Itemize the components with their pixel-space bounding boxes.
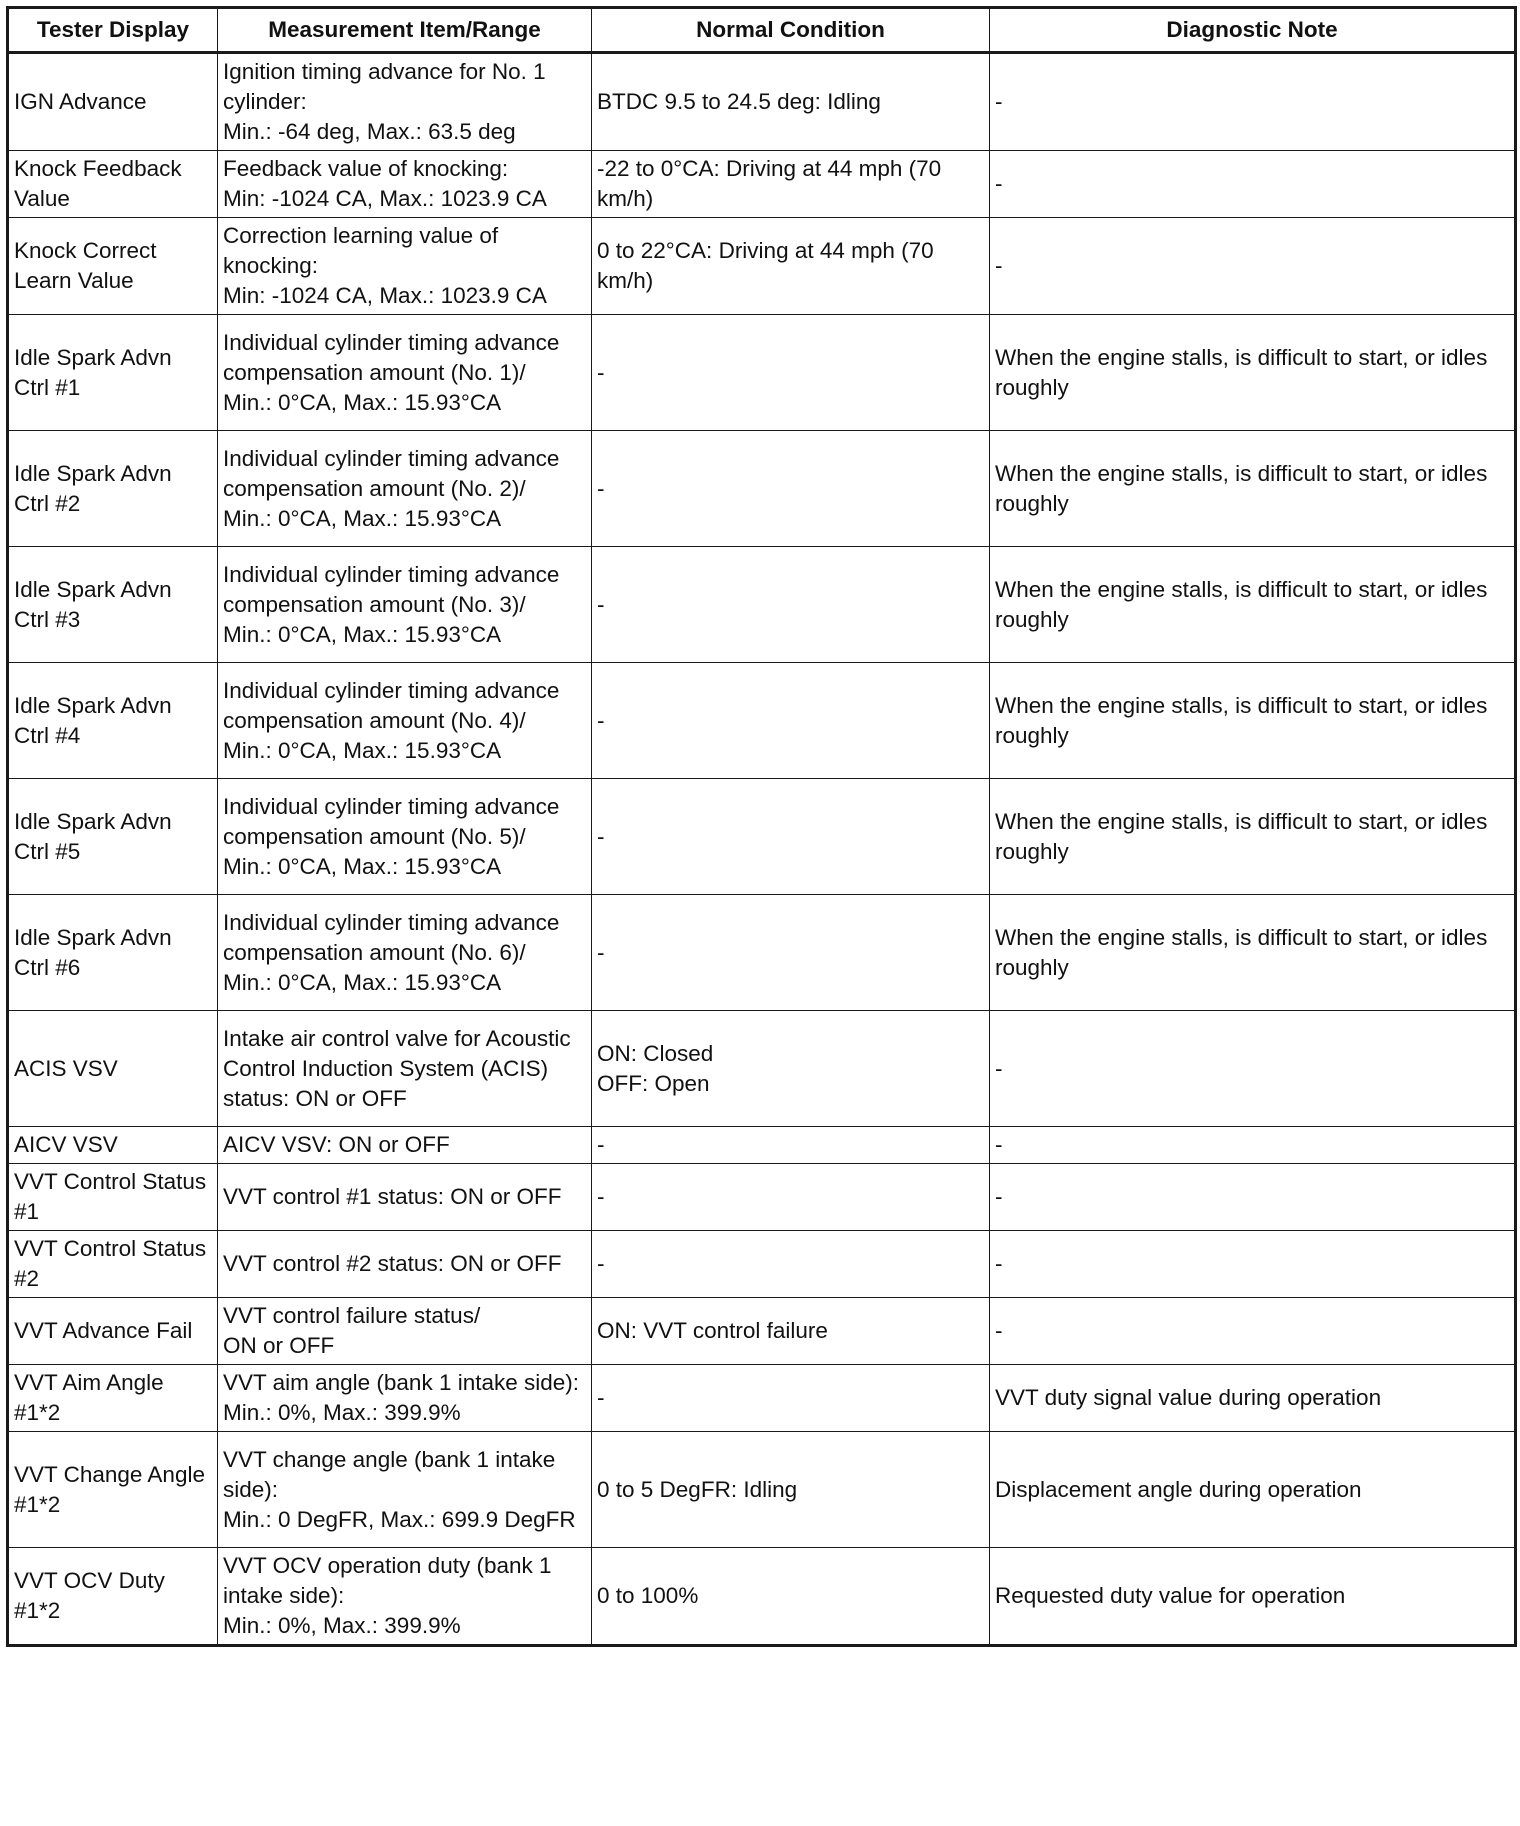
table-row — [8, 895, 1516, 1011]
cell-measurement: AICV VSV: ON or OFF — [218, 1127, 592, 1164]
cell-measurement: Individual cylinder timing advance compensation amount (No. 5)/ Min.: 0°CA, Max.: 15.93°CA — [218, 779, 592, 895]
cell-measurement: VVT OCV operation duty (bank 1 intake side): Min.: 0%, Max.: 399.9% — [218, 1548, 592, 1646]
cell-measurement: VVT aim angle (bank 1 intake side): Min.: 0%, Max.: 399.9% — [218, 1365, 592, 1432]
cell-tester-display: IGN Advance — [8, 53, 218, 151]
cell-diagnostic-note: When the engine stalls, is difficult to start, or idles roughly — [990, 547, 1516, 663]
cell-diagnostic-note: When the engine stalls, is difficult to start, or idles roughly — [990, 431, 1516, 547]
table-row — [8, 1127, 1516, 1164]
header-tester-display: Tester Display — [8, 8, 218, 53]
header-diagnostic-note: Diagnostic Note — [990, 8, 1516, 53]
cell-diagnostic-note: VVT duty signal value during operation — [990, 1365, 1516, 1432]
cell-diagnostic-note: - — [990, 1011, 1516, 1127]
cell-normal-condition: - — [592, 895, 990, 1011]
cell-measurement: Correction learning value of knocking: Min: -1024 CA, Max.: 1023.9 CA — [218, 218, 592, 315]
data-list-table — [6, 6, 1517, 1647]
cell-diagnostic-note: When the engine stalls, is difficult to start, or idles roughly — [990, 895, 1516, 1011]
cell-measurement: Individual cylinder timing advance compensation amount (No. 4)/ Min.: 0°CA, Max.: 15.93°CA — [218, 663, 592, 779]
cell-normal-condition: - — [592, 1231, 990, 1298]
cell-diagnostic-note: Requested duty value for operation — [990, 1548, 1516, 1646]
cell-tester-display: VVT Control Status #1 — [8, 1164, 218, 1231]
cell-diagnostic-note: - — [990, 53, 1516, 151]
cell-normal-condition: - — [592, 431, 990, 547]
cell-diagnostic-note: - — [990, 1164, 1516, 1231]
cell-normal-condition: - — [592, 1164, 990, 1231]
table-row — [8, 1432, 1516, 1548]
cell-diagnostic-note: - — [990, 1298, 1516, 1365]
cell-diagnostic-note: When the engine stalls, is difficult to start, or idles roughly — [990, 779, 1516, 895]
cell-tester-display: Idle Spark Advn Ctrl #6 — [8, 895, 218, 1011]
cell-measurement: VVT control #2 status: ON or OFF — [218, 1231, 592, 1298]
cell-normal-condition: 0 to 5 DegFR: Idling — [592, 1432, 990, 1548]
cell-normal-condition: - — [592, 1127, 990, 1164]
cell-tester-display: AICV VSV — [8, 1127, 218, 1164]
cell-tester-display: Idle Spark Advn Ctrl #3 — [8, 547, 218, 663]
cell-tester-display: Idle Spark Advn Ctrl #1 — [8, 315, 218, 431]
table-row — [8, 1365, 1516, 1432]
cell-tester-display: VVT Change Angle #1*2 — [8, 1432, 218, 1548]
cell-measurement: VVT control #1 status: ON or OFF — [218, 1164, 592, 1231]
table-row — [8, 431, 1516, 547]
cell-diagnostic-note: - — [990, 151, 1516, 218]
cell-tester-display: ACIS VSV — [8, 1011, 218, 1127]
header-normal-condition: Normal Condition — [592, 8, 990, 53]
cell-tester-display: Knock Correct Learn Value — [8, 218, 218, 315]
cell-normal-condition: ON: Closed OFF: Open — [592, 1011, 990, 1127]
cell-tester-display: Idle Spark Advn Ctrl #2 — [8, 431, 218, 547]
cell-diagnostic-note: When the engine stalls, is difficult to start, or idles roughly — [990, 663, 1516, 779]
cell-tester-display: Knock Feedback Value — [8, 151, 218, 218]
cell-diagnostic-note: - — [990, 1231, 1516, 1298]
table-row — [8, 151, 1516, 218]
cell-tester-display: VVT Control Status #2 — [8, 1231, 218, 1298]
table-row — [8, 1548, 1516, 1646]
header-measurement-item-range: Measurement Item/Range — [218, 8, 592, 53]
table-row — [8, 218, 1516, 315]
cell-normal-condition: -22 to 0°CA: Driving at 44 mph (70 km/h) — [592, 151, 990, 218]
cell-normal-condition: 0 to 100% — [592, 1548, 990, 1646]
cell-measurement: VVT change angle (bank 1 intake side): Min.: 0 DegFR, Max.: 699.9 DegFR — [218, 1432, 592, 1548]
cell-diagnostic-note: - — [990, 218, 1516, 315]
table-row — [8, 1011, 1516, 1127]
cell-measurement: Feedback value of knocking: Min: -1024 CA, Max.: 1023.9 CA — [218, 151, 592, 218]
cell-diagnostic-note: Displacement angle during operation — [990, 1432, 1516, 1548]
table-header-row — [8, 8, 1516, 53]
cell-normal-condition: - — [592, 1365, 990, 1432]
cell-measurement: Individual cylinder timing advance compensation amount (No. 6)/ Min.: 0°CA, Max.: 15.93°CA — [218, 895, 592, 1011]
table-row — [8, 1298, 1516, 1365]
cell-tester-display: VVT OCV Duty #1*2 — [8, 1548, 218, 1646]
cell-measurement: Ignition timing advance for No. 1 cylinder: Min.: -64 deg, Max.: 63.5 deg — [218, 53, 592, 151]
table-row — [8, 663, 1516, 779]
cell-tester-display: VVT Advance Fail — [8, 1298, 218, 1365]
table-row — [8, 1231, 1516, 1298]
cell-measurement: Individual cylinder timing advance compensation amount (No. 1)/ Min.: 0°CA, Max.: 15.93°CA — [218, 315, 592, 431]
cell-normal-condition: - — [592, 779, 990, 895]
cell-measurement: VVT control failure status/ ON or OFF — [218, 1298, 592, 1365]
cell-normal-condition: BTDC 9.5 to 24.5 deg: Idling — [592, 53, 990, 151]
table-row — [8, 1164, 1516, 1231]
table-row — [8, 547, 1516, 663]
cell-measurement: Individual cylinder timing advance compensation amount (No. 3)/ Min.: 0°CA, Max.: 15.93°CA — [218, 547, 592, 663]
cell-measurement: Intake air control valve for Acoustic Control Induction System (ACIS) status: ON or OFF — [218, 1011, 592, 1127]
table-row — [8, 315, 1516, 431]
cell-tester-display: Idle Spark Advn Ctrl #5 — [8, 779, 218, 895]
cell-normal-condition: 0 to 22°CA: Driving at 44 mph (70 km/h) — [592, 218, 990, 315]
cell-diagnostic-note: - — [990, 1127, 1516, 1164]
cell-normal-condition: - — [592, 547, 990, 663]
cell-tester-display: VVT Aim Angle #1*2 — [8, 1365, 218, 1432]
cell-diagnostic-note: When the engine stalls, is difficult to start, or idles roughly — [990, 315, 1516, 431]
document-page — [6, 6, 1514, 1647]
cell-normal-condition: - — [592, 315, 990, 431]
table-row — [8, 53, 1516, 151]
cell-measurement: Individual cylinder timing advance compensation amount (No. 2)/ Min.: 0°CA, Max.: 15.93°CA — [218, 431, 592, 547]
cell-tester-display: Idle Spark Advn Ctrl #4 — [8, 663, 218, 779]
cell-normal-condition: - — [592, 663, 990, 779]
table-row — [8, 779, 1516, 895]
cell-normal-condition: ON: VVT control failure — [592, 1298, 990, 1365]
